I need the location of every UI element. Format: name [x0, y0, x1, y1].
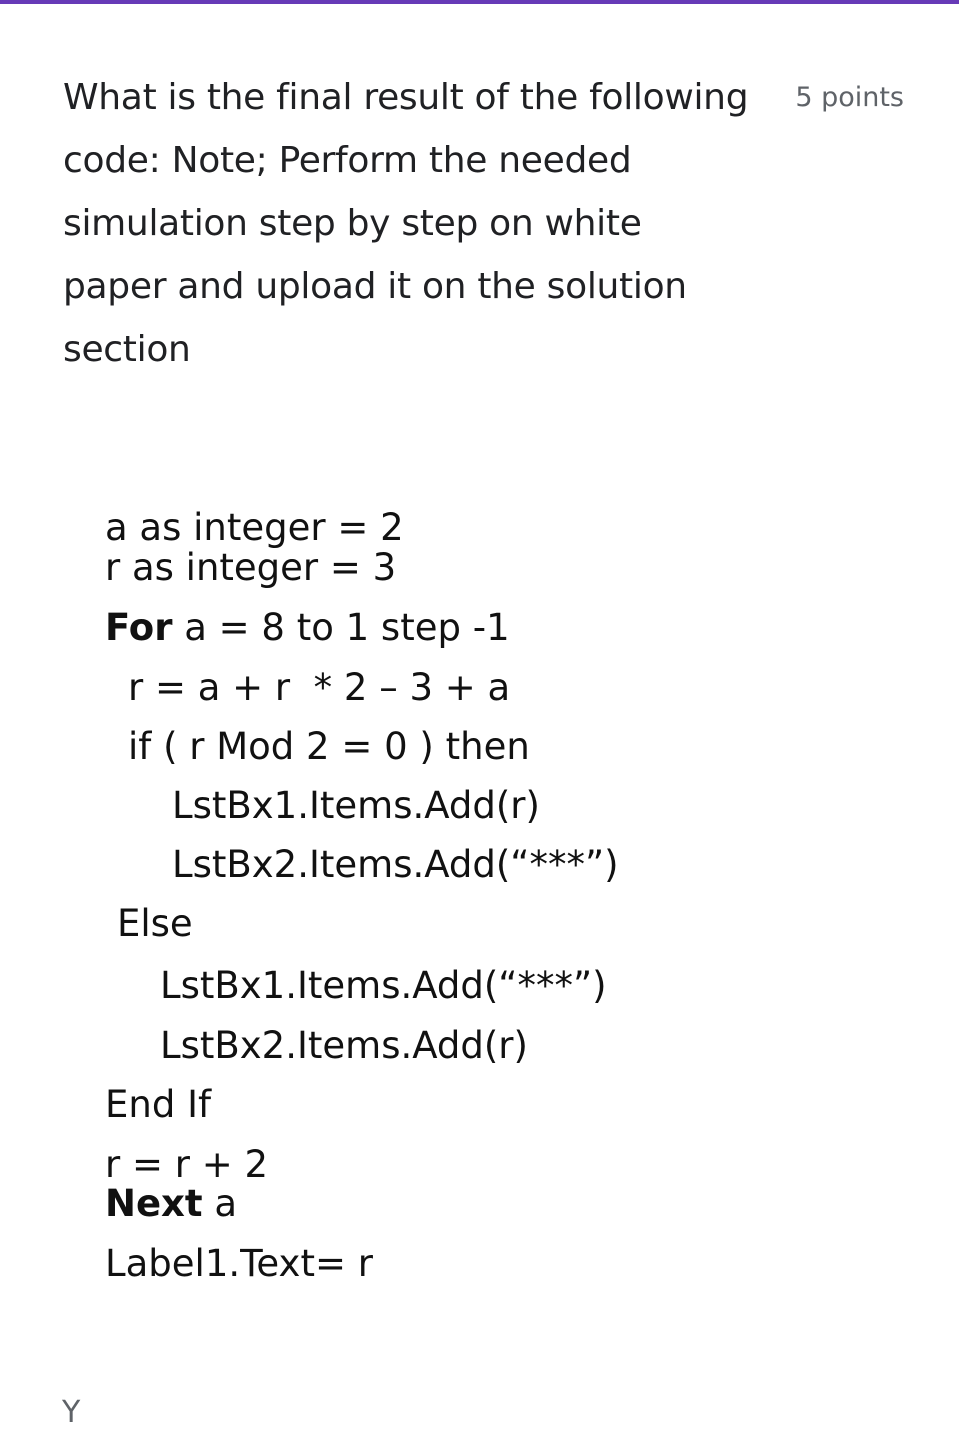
- code-line-8: Else: [117, 902, 193, 945]
- points-label: 5 points: [795, 82, 904, 113]
- code-line-4: r = a + r * 2 – 3 + a: [128, 666, 511, 709]
- bottom-partial-text: Y: [62, 1395, 81, 1430]
- code-line-13-rest: a: [202, 1182, 238, 1225]
- code-line-10: LstBx2.Items.Add(r): [160, 1024, 528, 1067]
- question-title: What is the final result of the following code: Note; Perform the needed simulation step by step on white paper and upload it on the solution section: [63, 77, 749, 370]
- code-keyword-for: For: [105, 606, 173, 649]
- code-line-3-rest: a = 8 to 1 step -1: [172, 606, 510, 649]
- code-line-9: LstBx1.Items.Add(“***”): [160, 964, 607, 1007]
- code-keyword-next: Next: [105, 1182, 203, 1225]
- code-line-6: LstBx1.Items.Add(r): [172, 784, 540, 827]
- code-line-14: Label1.Text= r: [105, 1242, 373, 1285]
- code-line-12: r = r + 2: [105, 1143, 269, 1186]
- code-line-11: End If: [105, 1083, 212, 1126]
- code-line-13: [105, 1182, 237, 1225]
- code-line-1: a as integer = 2: [105, 506, 404, 549]
- code-line-5: if ( r Mod 2 = 0 ) then: [128, 725, 530, 768]
- code-line-7: LstBx2.Items.Add(“***”): [172, 843, 619, 886]
- code-line-2: r as integer = 3: [105, 546, 397, 589]
- code-line-3: [105, 606, 510, 649]
